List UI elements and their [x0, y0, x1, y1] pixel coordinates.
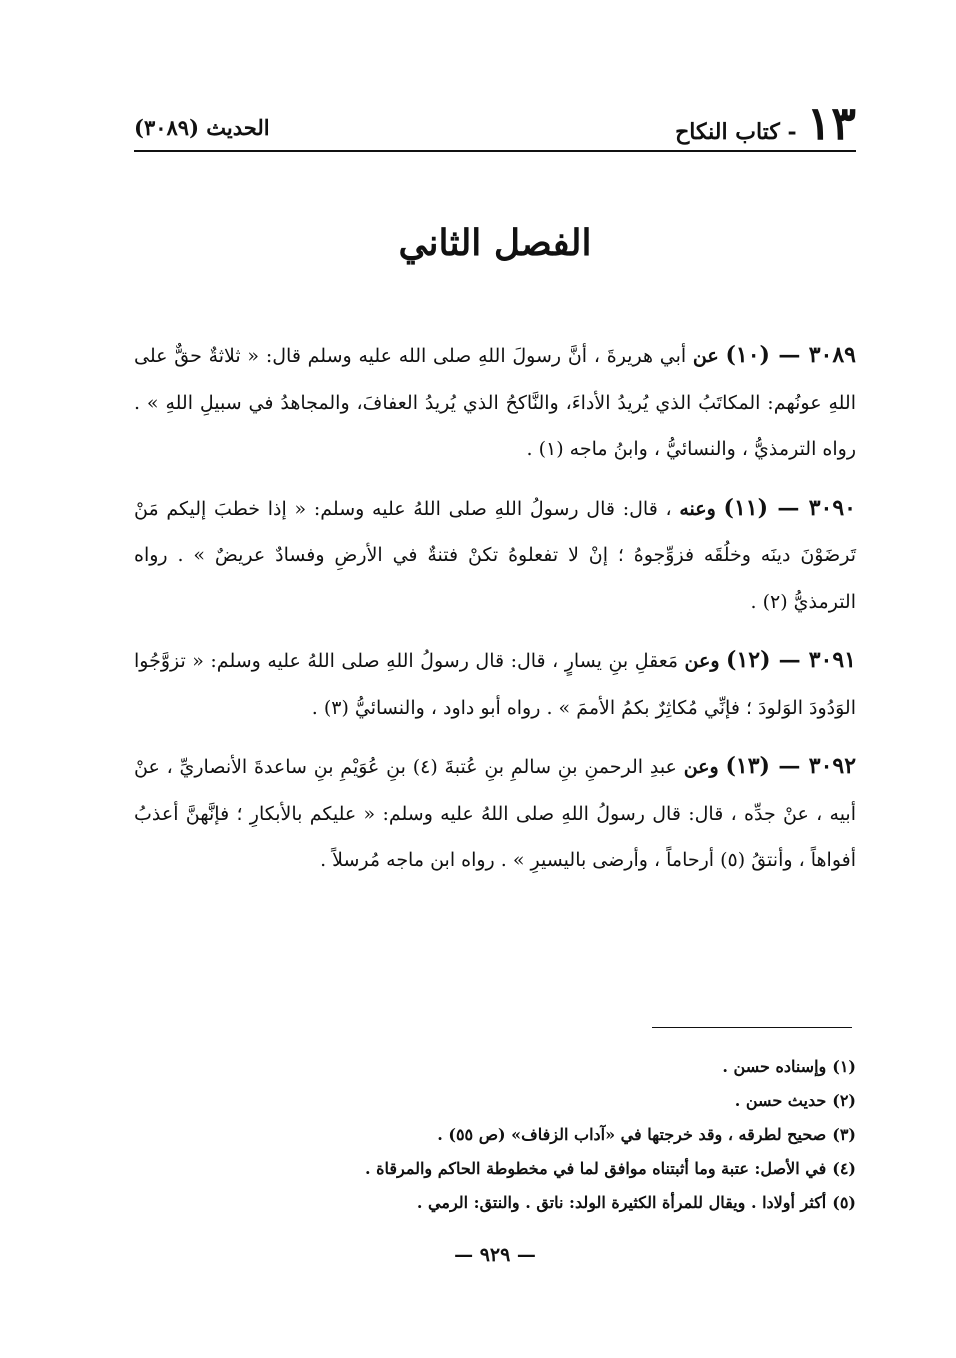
- footnote-text: في الأصل: عتبة وما أثبتناه موافق لما في مخطوطة الحاكم والمرقاة .: [364, 1159, 827, 1178]
- hadith-3092: [134, 743, 856, 884]
- hadith-body: [134, 332, 856, 896]
- footnote-mark: (١): [832, 1057, 856, 1076]
- footnote-text: وإسناده حسن .: [722, 1057, 827, 1076]
- footnote-mark: (٤): [832, 1159, 856, 1178]
- footnotes: [134, 1050, 856, 1220]
- running-head: [134, 86, 856, 150]
- hadith-text: ، قال: قال رسولُ اللهِ صلى اللهُ عليه وسلم: « إذا خطبَ إليكم مَنْ تَرضَوْنَ دينَه وخلُقَه فزوِّجوهُ ؛ إنْ لا تفعلوهُ تكنْ فتنةٌ في الأرضِ وفسادٌ عريضٌ » . رواه الترمذيُّ (٢) .: [134, 497, 856, 613]
- footnote-rule: [652, 1027, 852, 1028]
- footnote-4: [134, 1152, 856, 1186]
- section-title: الفصل الثاني: [398, 222, 592, 264]
- hadith-number: ٣٠٨٩ — (١٠): [725, 342, 856, 368]
- footnote-2: [134, 1084, 856, 1118]
- hadith-3089: [134, 332, 856, 473]
- footnote-1: [134, 1050, 856, 1084]
- footnote-text: صحيح لطرقه ، وقد خرجتها في «آداب الزفاف» (ص ٥٥) .: [437, 1125, 827, 1144]
- hadith-number: ٣٠٩٢ — (١٣): [725, 753, 857, 779]
- footnote-mark: (٣): [832, 1125, 856, 1144]
- chapter-number: ١٣: [806, 96, 856, 150]
- hadith-text: مَعقلِ بنِ يسارٍ ، قال: قال رسولُ اللهِ صلى اللهُ عليه وسلم: « تزوَّجُوا الوَدُودَ الوَلودَ ؛ فإنِّي مُكاثِرٌ بكمُ الأممَ » . رواه أبو داود ، والنسائيُّ (٣) .: [134, 650, 856, 719]
- hadith-3091: [134, 637, 856, 731]
- hadith-text: عبدِ الرحمنِ بنِ سالمِ بنِ عُتبةَ (٤) بنِ عُوَيْمِ بنِ ساعدةَ الأنصاريِّ ، عنْ أبيه ، عنْ جدِّه ، قال: قال رسولُ اللهِ صلى اللهُ عليه وسلم: « عليكم بالأبكارِ ؛ فإنَّهنَّ أعذبُ أفواهاً ، وأنتقُ (٥) أرحاماً ، وأرضى باليسيرِ » . رواه ابن ماجه مُرسلاً .: [134, 756, 856, 871]
- footnote-5: [134, 1186, 856, 1220]
- hadith-number: ٣٠٩١ — (١٢): [726, 647, 856, 673]
- hadith-lead: وعن: [683, 756, 719, 778]
- chapter-title: - كتاب النكاح: [675, 119, 797, 145]
- footnote-mark: (٢): [832, 1091, 856, 1110]
- hadith-lead: وعنه: [679, 497, 716, 520]
- footnote-mark: (٥): [832, 1193, 856, 1212]
- chapter-heading: [675, 96, 856, 150]
- hadith-3090: [134, 485, 856, 626]
- header-rule: [134, 150, 856, 152]
- footnote-text: أكثر أولادا . ويقال للمرأة الكثيرة الولد: ناتق . والنتق: الرمي .: [416, 1193, 827, 1212]
- page-number: — ٩٢٩ —: [454, 1244, 536, 1266]
- hadith-range: الحديث (٣٠٨٩): [134, 115, 270, 140]
- footnote-3: [134, 1118, 856, 1152]
- hadith-text: أبي هريرةَ ، أنَّ رسولَ اللهِ صلى الله عليه وسلم قال: « ثلاثةٌ حقٌّ على اللهِ عونُهم: المكاتَبُ الذي يُريدُ الأداءَ، والنَّاكحُ الذي يُريدُ العفافَ، والمجاهدُ في سبيلِ اللهِ » . رواه الترمذيُّ ، والنسائيُّ ، وابنُ ماجه (١) .: [134, 345, 856, 460]
- hadith-number: ٣٠٩٠ — (١١): [723, 494, 856, 521]
- footnote-text: حديث حسن .: [734, 1091, 827, 1110]
- hadith-lead: وعن: [684, 650, 720, 672]
- hadith-lead: عن: [692, 345, 719, 367]
